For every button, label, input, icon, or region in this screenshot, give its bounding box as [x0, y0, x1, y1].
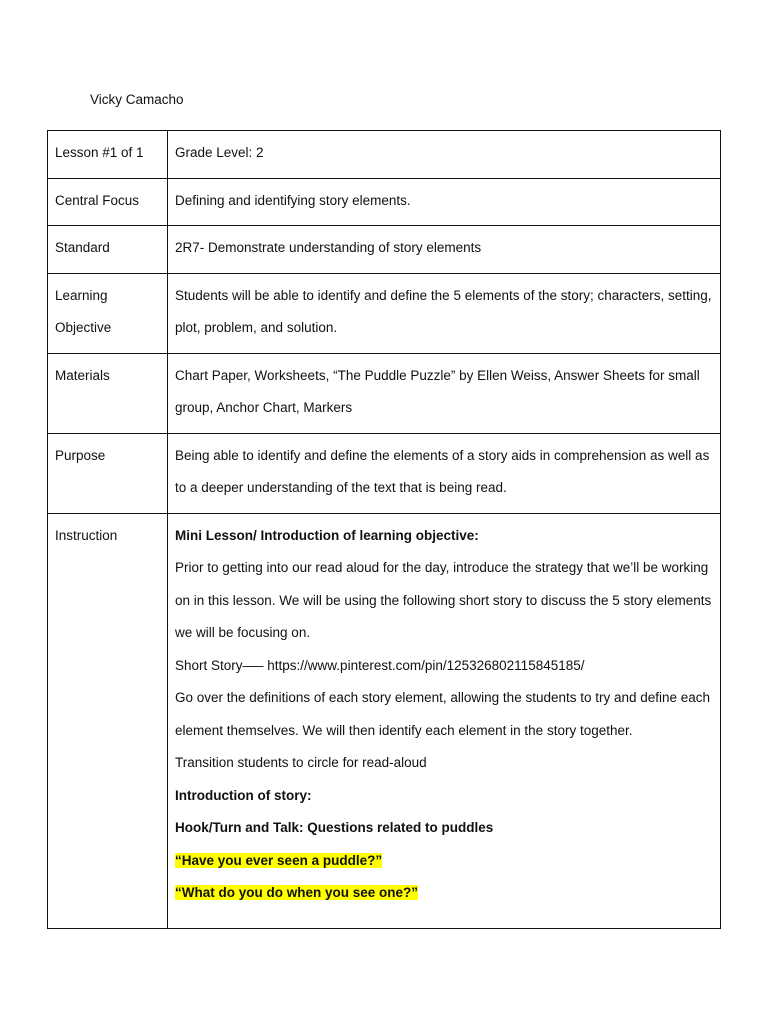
mini-lesson-heading: Mini Lesson/ Introduction of learning objective:	[175, 527, 479, 543]
purpose-label: Purpose	[48, 433, 168, 513]
central-focus-label: Central Focus	[48, 178, 168, 226]
table-row-instruction	[48, 513, 721, 928]
instruction-label: Instruction	[48, 513, 168, 928]
table-row-purpose	[48, 433, 721, 513]
author-name: Vicky Camacho	[90, 92, 184, 107]
table-row-learning-objective	[48, 273, 721, 353]
materials-value: Chart Paper, Worksheets, “The Puddle Puzzle” by Ellen Weiss, Answer Sheets for small group, Anchor Chart, Markers	[168, 353, 721, 433]
story-intro-heading: Introduction of story:	[175, 787, 312, 803]
short-story-link-text: Short Story—– https://www.pinterest.com/pin/125326802115845185/	[175, 657, 585, 673]
purpose-value: Being able to identify and define the elements of a story aids in comprehension as well as to a deeper understanding of the text that is being read.	[168, 433, 721, 513]
table-row-central-focus	[48, 178, 721, 226]
grade-level-value: Grade Level: 2	[168, 131, 721, 179]
central-focus-value: Defining and identifying story elements.	[168, 178, 721, 226]
instruction-paragraph-2: Go over the definitions of each story element, allowing the students to try and define each element themselves. We will then identify each element in the story together.	[175, 690, 711, 738]
highlighted-question-2: “What do you do when you see one?”	[175, 885, 419, 900]
learning-objective-label: Learning Objective	[48, 273, 168, 353]
standard-value: 2R7- Demonstrate understanding of story elements	[168, 226, 721, 274]
transition-text: Transition students to circle for read-aloud	[175, 755, 427, 770]
standard-label: Standard	[48, 226, 168, 274]
lesson-number-label: Lesson #1 of 1	[48, 131, 168, 179]
table-row-lesson	[48, 131, 721, 179]
materials-label: Materials	[48, 353, 168, 433]
table-row-materials	[48, 353, 721, 433]
instruction-value	[168, 513, 721, 928]
lesson-plan-table	[47, 130, 721, 929]
learning-objective-value: Students will be able to identify and define the 5 elements of the story; characters, setting, plot, problem, and solution.	[168, 273, 721, 353]
hook-heading: Hook/Turn and Talk: Questions related to puddles	[175, 820, 494, 835]
highlighted-question-1: “Have you ever seen a puddle?”	[175, 852, 383, 868]
instruction-paragraph-1: Prior to getting into our read aloud for the day, introduce the strategy that we’ll be working on in this lesson. We will be using the following short story to discuss the 5 story elements we will be focusing on.	[175, 560, 712, 640]
table-row-standard	[48, 226, 721, 274]
